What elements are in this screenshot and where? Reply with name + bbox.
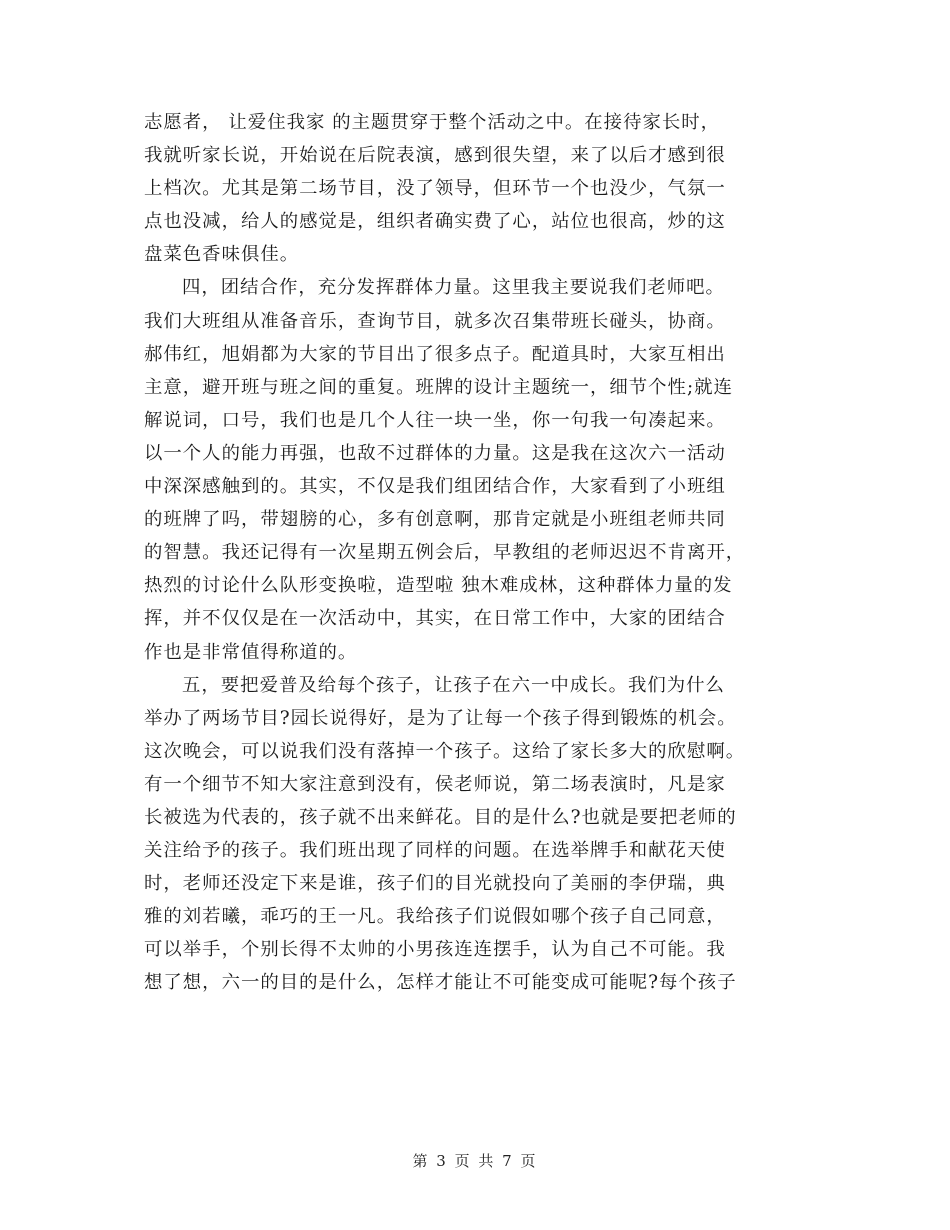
text-line: 解说词，口号，我们也是几个人往一块一坐，你一句我一句凑起来。 xyxy=(144,409,726,431)
text-line: 长被选为代表的，孩子就不出来鲜花。目的是什么?也就是要把老师的 xyxy=(144,806,737,828)
text-line: 以一个人的能力再强，也敌不过群体的力量。这是我在这次六一活动 xyxy=(144,442,726,464)
text-line: 时，老师还没定下来是谁，孩子们的目光就投向了美丽的李伊瑞，典 xyxy=(144,873,726,895)
text-line: 举办了两场节目?园长说得好，是为了让每一个孩子得到锻炼的机会。 xyxy=(144,707,737,729)
paragraph-start-line: 四，团结合作，充分发挥群体力量。这里我主要说我们老师吧。 xyxy=(182,277,725,299)
text-line: 想了想，六一的目的是什么，怎样才能让不可能变成可能呢?每个孩子 xyxy=(144,972,737,994)
text-line: 我就听家长说，开始说在后院表演，感到很失望，来了以后才感到很 xyxy=(144,145,726,167)
text-line: 志愿者， 让爱住我家 的主题贯穿于整个活动之中。在接待家长时， xyxy=(144,112,721,133)
text-line: 我们大班组从准备音乐，查询节目，就多次召集带班长碰头，协商。 xyxy=(144,310,726,332)
page-footer: 第 3 页 共 7 页 xyxy=(412,1152,538,1170)
text-line: 上档次。尤其是第二场节目，没了领导，但环节一个也没少，气氛一 xyxy=(144,178,726,200)
text-line: 点也没减，给人的感觉是，组织者确实费了心，站位也很高，炒的这 xyxy=(144,211,726,233)
text-line: 盘菜色香味俱佳。 xyxy=(144,244,300,266)
text-line: 这次晚会，可以说我们没有落掉一个孩子。这给了家长多大的欣慰啊。 xyxy=(144,740,746,762)
text-line: 中深深感触到的。其实，不仅是我们组团结合作，大家看到了小班组 xyxy=(144,476,726,498)
paragraph-start-line: 五，要把爱普及给每个孩子，让孩子在六一中成长。我们为什么 xyxy=(182,674,725,696)
text-line: 可以举手，个别长得不太帅的小男孩连连摆手，认为自己不可能。我 xyxy=(144,939,726,961)
text-line: 雅的刘若曦，乖巧的王一凡。我给孩子们说假如哪个孩子自己同意， xyxy=(144,906,726,928)
text-line: 的智慧。我还记得有一次星期五例会后，早教组的老师迟迟不肯离开， xyxy=(144,542,746,564)
text-line: 挥，并不仅仅是在一次活动中，其实，在日常工作中，大家的团结合 xyxy=(144,608,726,630)
text-line: 郝伟红，旭娟都为大家的节目出了很多点子。配道具时，大家互相出 xyxy=(144,343,726,365)
body-text xyxy=(144,106,812,1000)
text-line: 主意，避开班与班之间的重复。班牌的设计主题统一，细节个性;就连 xyxy=(144,376,733,398)
text-line: 有一个细节不知大家注意到没有，侯老师说，第二场表演时，凡是家 xyxy=(144,773,726,795)
text-line: 关注给予的孩子。我们班出现了同样的问题。在选举牌手和献花天使 xyxy=(144,840,726,862)
text-line: 热烈的讨论什么队形变换啦，造型啦 独木难成林，这种群体力量的发 xyxy=(144,575,733,597)
text-line: 作也是非常值得称道的。 xyxy=(144,641,358,663)
text-line: 的班牌了吗，带翅膀的心，多有创意啊，那肯定就是小班组老师共同 xyxy=(144,509,726,531)
